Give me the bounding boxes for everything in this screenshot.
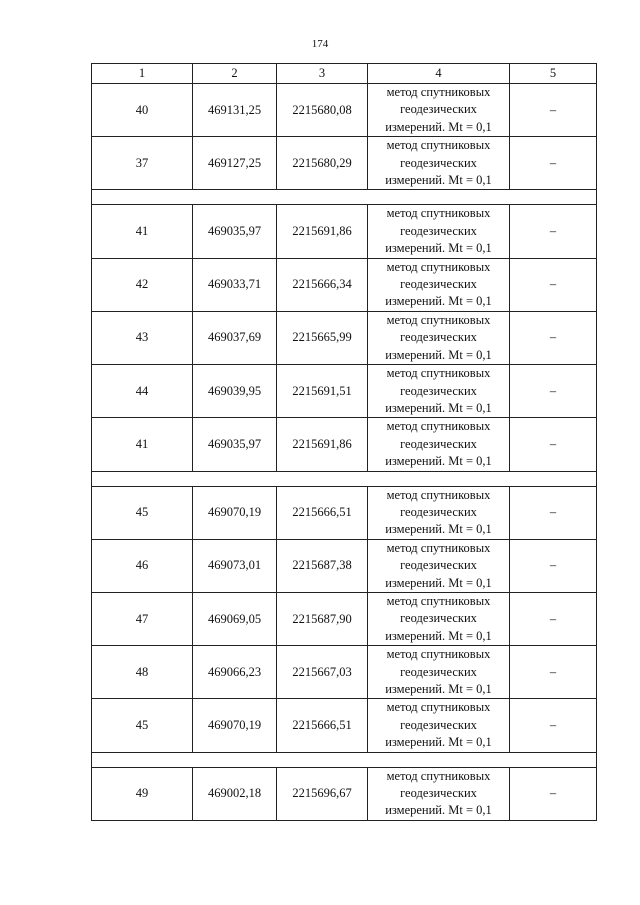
method-text-line: метод спутниковых bbox=[386, 312, 491, 327]
method-cell bbox=[368, 646, 510, 699]
table-row bbox=[92, 418, 597, 471]
y-coordinate-cell: 2215696,67 bbox=[277, 767, 368, 820]
method-text-line: геодезических bbox=[400, 383, 477, 398]
method-text-line: метод спутниковых bbox=[386, 540, 491, 555]
table-row bbox=[92, 767, 597, 820]
method-text-line: геодезических bbox=[400, 223, 477, 238]
x-coordinate-cell: 469035,97 bbox=[193, 205, 277, 258]
table-row bbox=[92, 205, 597, 258]
method-text-line: измерений. Mt = 0,1 bbox=[385, 119, 492, 134]
method-text-line: измерений. Mt = 0,1 bbox=[385, 347, 492, 362]
table-row bbox=[92, 486, 597, 539]
method-text-line: геодезических bbox=[400, 558, 477, 573]
method-text-line: метод спутниковых bbox=[386, 593, 491, 608]
method-text-line: метод спутниковых bbox=[386, 259, 491, 274]
y-coordinate-cell: 2215667,03 bbox=[277, 646, 368, 699]
method-text-line: измерений. Mt = 0,1 bbox=[385, 522, 492, 537]
y-coordinate-cell: 2215665,99 bbox=[277, 311, 368, 364]
note-cell: – bbox=[510, 258, 597, 311]
y-coordinate-cell: 2215691,86 bbox=[277, 418, 368, 471]
y-coordinate-cell: 2215687,38 bbox=[277, 539, 368, 592]
column-header-5: 5 bbox=[510, 64, 597, 84]
x-coordinate-cell: 469070,19 bbox=[193, 699, 277, 752]
note-cell: – bbox=[510, 137, 597, 190]
method-text-line: геодезических bbox=[400, 504, 477, 519]
method-text-line: геодезических bbox=[400, 717, 477, 732]
point-number-cell: 41 bbox=[92, 205, 193, 258]
point-number-cell: 40 bbox=[92, 84, 193, 137]
column-header-1: 1 bbox=[92, 64, 193, 84]
page-number: 174 bbox=[311, 38, 329, 50]
method-text-line: геодезических bbox=[400, 277, 477, 292]
x-coordinate-cell: 469069,05 bbox=[193, 592, 277, 645]
group-separator-row bbox=[92, 190, 597, 205]
method-cell bbox=[368, 258, 510, 311]
y-coordinate-cell: 2215680,08 bbox=[277, 84, 368, 137]
method-cell bbox=[368, 486, 510, 539]
y-coordinate-cell: 2215691,86 bbox=[277, 205, 368, 258]
group-separator-row bbox=[92, 752, 597, 767]
method-cell bbox=[368, 767, 510, 820]
note-cell: – bbox=[510, 592, 597, 645]
x-coordinate-cell: 469066,23 bbox=[193, 646, 277, 699]
column-header-4: 4 bbox=[368, 64, 510, 84]
note-cell: – bbox=[510, 646, 597, 699]
y-coordinate-cell: 2215680,29 bbox=[277, 137, 368, 190]
method-cell bbox=[368, 699, 510, 752]
x-coordinate-cell: 469037,69 bbox=[193, 311, 277, 364]
method-cell bbox=[368, 418, 510, 471]
method-text-line: метод спутниковых bbox=[386, 419, 491, 434]
method-text-line: геодезических bbox=[400, 330, 477, 345]
table-row bbox=[92, 258, 597, 311]
y-coordinate-cell: 2215691,51 bbox=[277, 365, 368, 418]
method-cell bbox=[368, 84, 510, 137]
method-cell bbox=[368, 539, 510, 592]
method-text-line: измерений. Mt = 0,1 bbox=[385, 400, 492, 415]
method-text-line: измерений. Mt = 0,1 bbox=[385, 803, 492, 818]
coordinates-table bbox=[91, 63, 597, 821]
y-coordinate-cell: 2215666,51 bbox=[277, 486, 368, 539]
note-cell: – bbox=[510, 365, 597, 418]
point-number-cell: 43 bbox=[92, 311, 193, 364]
point-number-cell: 48 bbox=[92, 646, 193, 699]
group-separator-cell bbox=[92, 471, 597, 486]
method-cell bbox=[368, 205, 510, 258]
method-text-line: геодезических bbox=[400, 436, 477, 451]
x-coordinate-cell: 469035,97 bbox=[193, 418, 277, 471]
group-separator-cell bbox=[92, 752, 597, 767]
table-row bbox=[92, 365, 597, 418]
point-number-cell: 41 bbox=[92, 418, 193, 471]
method-text-line: измерений. Mt = 0,1 bbox=[385, 294, 492, 309]
y-coordinate-cell: 2215687,90 bbox=[277, 592, 368, 645]
table-row bbox=[92, 592, 597, 645]
method-text-line: метод спутниковых bbox=[386, 85, 491, 99]
note-cell: – bbox=[510, 539, 597, 592]
method-text-line: метод спутниковых bbox=[386, 366, 491, 381]
point-number-cell: 49 bbox=[92, 767, 193, 820]
method-text-line: геодезических bbox=[400, 786, 477, 801]
table-row bbox=[92, 699, 597, 752]
note-cell: – bbox=[510, 699, 597, 752]
x-coordinate-cell: 469033,71 bbox=[193, 258, 277, 311]
method-text-line: метод спутниковых bbox=[386, 700, 491, 715]
point-number-cell: 45 bbox=[92, 699, 193, 752]
method-text-line: геодезических bbox=[400, 155, 477, 170]
x-coordinate-cell: 469073,01 bbox=[193, 539, 277, 592]
table-header bbox=[92, 64, 597, 84]
point-number-cell: 37 bbox=[92, 137, 193, 190]
method-text-line: метод спутниковых bbox=[386, 487, 491, 502]
x-coordinate-cell: 469131,25 bbox=[193, 84, 277, 137]
y-coordinate-cell: 2215666,51 bbox=[277, 699, 368, 752]
point-number-cell: 42 bbox=[92, 258, 193, 311]
method-text-line: метод спутниковых bbox=[386, 138, 491, 153]
table-row bbox=[92, 311, 597, 364]
method-text-line: измерений. Mt = 0,1 bbox=[385, 628, 492, 643]
method-text-line: геодезических bbox=[400, 664, 477, 679]
y-coordinate-cell: 2215666,34 bbox=[277, 258, 368, 311]
column-header-2: 2 bbox=[193, 64, 277, 84]
column-header-3: 3 bbox=[277, 64, 368, 84]
method-text-line: геодезических bbox=[400, 611, 477, 626]
note-cell: – bbox=[510, 84, 597, 137]
method-text-line: геодезических bbox=[400, 102, 477, 117]
header-row bbox=[92, 64, 597, 84]
x-coordinate-cell: 469127,25 bbox=[193, 137, 277, 190]
method-text-line: измерений. Mt = 0,1 bbox=[385, 454, 492, 469]
method-cell bbox=[368, 592, 510, 645]
method-cell bbox=[368, 311, 510, 364]
method-text-line: метод спутниковых bbox=[386, 768, 491, 783]
method-text-line: метод спутниковых bbox=[386, 206, 491, 221]
point-number-cell: 45 bbox=[92, 486, 193, 539]
table-row bbox=[92, 646, 597, 699]
table-row bbox=[92, 137, 597, 190]
x-coordinate-cell: 469002,18 bbox=[193, 767, 277, 820]
method-text-line: измерений. Mt = 0,1 bbox=[385, 682, 492, 696]
table-row bbox=[92, 539, 597, 592]
note-cell: – bbox=[510, 205, 597, 258]
table-body bbox=[92, 84, 597, 821]
method-cell bbox=[368, 365, 510, 418]
method-text-line: измерений. Mt = 0,1 bbox=[385, 735, 492, 750]
point-number-cell: 44 bbox=[92, 365, 193, 418]
note-cell: – bbox=[510, 486, 597, 539]
method-text-line: измерений. Mt = 0,1 bbox=[385, 575, 492, 590]
x-coordinate-cell: 469070,19 bbox=[193, 486, 277, 539]
method-text-line: измерений. Mt = 0,1 bbox=[385, 173, 492, 188]
group-separator-cell bbox=[92, 190, 597, 205]
point-number-cell: 46 bbox=[92, 539, 193, 592]
x-coordinate-cell: 469039,95 bbox=[193, 365, 277, 418]
method-text-line: метод спутниковых bbox=[386, 647, 491, 662]
method-cell bbox=[368, 137, 510, 190]
point-number-cell: 47 bbox=[92, 592, 193, 645]
note-cell: – bbox=[510, 311, 597, 364]
note-cell: – bbox=[510, 418, 597, 471]
method-text-line: измерений. Mt = 0,1 bbox=[385, 241, 492, 256]
table-row bbox=[92, 84, 597, 137]
note-cell: – bbox=[510, 767, 597, 820]
group-separator-row bbox=[92, 471, 597, 486]
